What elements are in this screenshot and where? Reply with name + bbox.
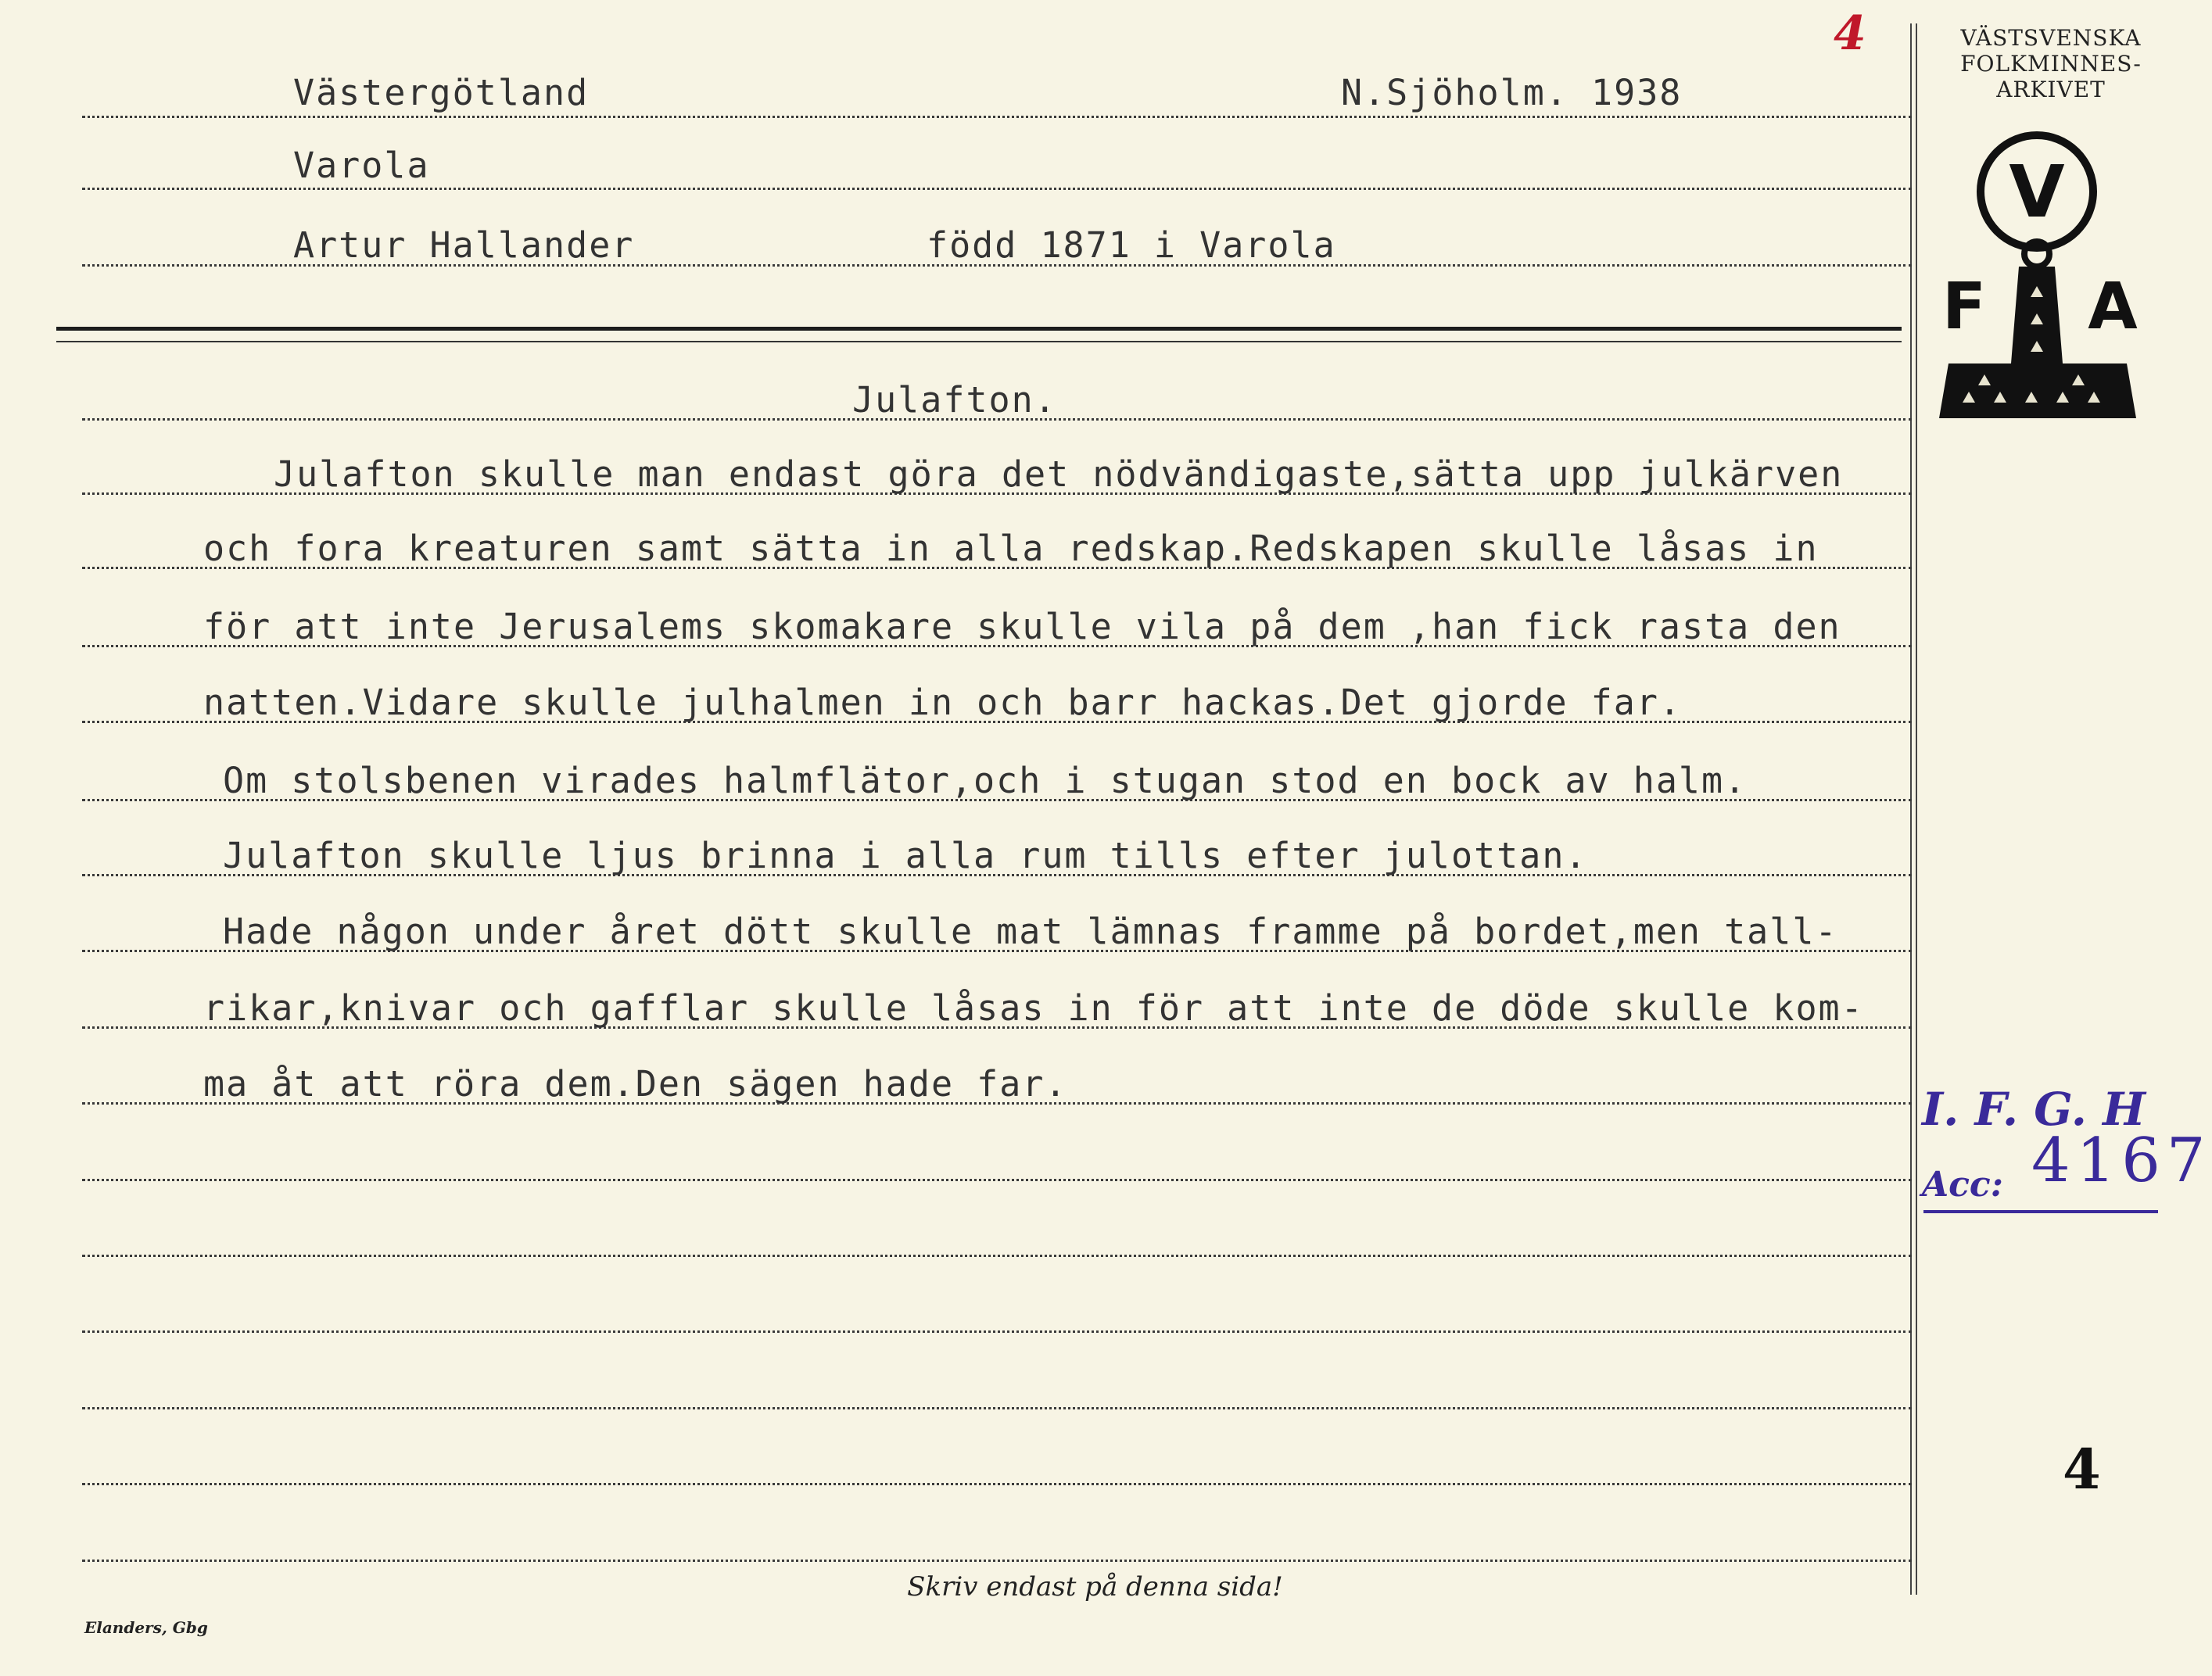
body-text-line-1: Julafton skulle man endast göra det nödvändigaste,sätta upp julkärven (274, 453, 1844, 495)
footer-instruction: Skriv endast på denna sida! (907, 1571, 1283, 1603)
header-line-1 (82, 116, 1912, 118)
body-text-line-3: för att inte Jerusalems skomakare skulle vila på dem ,han fick rasta den (203, 606, 1841, 647)
province: Västergötland (293, 72, 590, 113)
header-rule-thin (56, 341, 1902, 342)
body-text-line-6: Julafton skulle ljus brinna i alla rum tills efter julottan. (223, 835, 1588, 876)
informant: Artur Hallander (293, 224, 635, 266)
acc-label: Acc: (1922, 1165, 2003, 1205)
body-line (82, 1483, 1912, 1485)
body-line (82, 1560, 1912, 1562)
body-text-line-8: rikar,knivar och gafflar skulle låsas in för att inte de döde skulle kom- (203, 987, 1864, 1029)
accession-number: 4167 (2031, 1126, 2212, 1196)
margin-divider (1910, 23, 1912, 1595)
body-text-line-5: Om stolsbenen virades halmflätor,och i stugan stod en bock av halm. (223, 760, 1748, 801)
acc-underline (1923, 1210, 2158, 1213)
record-title: Julafton. (852, 379, 1057, 421)
body-line (82, 1179, 1912, 1181)
header-rule (56, 327, 1902, 331)
archive-name (1922, 25, 2180, 102)
archive-name-line: ARKIVET (1996, 77, 2106, 102)
page-number: 4 (2063, 1437, 2101, 1502)
body-text-line-7: Hade någon under året dött skulle mat lämnas framme på bordet,men tall- (223, 911, 1838, 952)
archive-name-line: VÄSTSVENSKA (1960, 25, 2142, 51)
archive-name-line: FOLKMINNES- (1960, 51, 2142, 77)
body-text-line-2: och fora kreaturen samt sätta in alla redskap.Redskapen skulle låsas in (203, 528, 1819, 569)
header-line-2 (82, 188, 1912, 190)
body-line (82, 1330, 1912, 1333)
logo-letter-f: F (1941, 270, 1987, 344)
printer-mark: Elanders, Gbg (84, 1618, 208, 1637)
parish: Varola (293, 145, 430, 186)
place-date: N.Sjöholm. 1938 (1341, 72, 1683, 113)
logo-letter-a: A (2088, 270, 2138, 344)
red-page-mark: 4 (1834, 6, 1866, 61)
logo-letter-v: V (2009, 150, 2065, 234)
body-text-line-4: natten.Vidare skulle julhalmen in och barr hackas.Det gjorde far. (203, 682, 1682, 723)
archive-logo-icon (1931, 129, 2142, 457)
body-line (82, 1407, 1912, 1409)
archive-code: I. F. G. H (1922, 1083, 2146, 1136)
body-text-line-9: ma åt att röra dem.Den sägen hade far. (203, 1063, 1068, 1105)
margin-divider-inner (1916, 23, 1917, 1595)
body-line (82, 1255, 1912, 1257)
informant-birth: född 1871 i Varola (927, 224, 1336, 266)
